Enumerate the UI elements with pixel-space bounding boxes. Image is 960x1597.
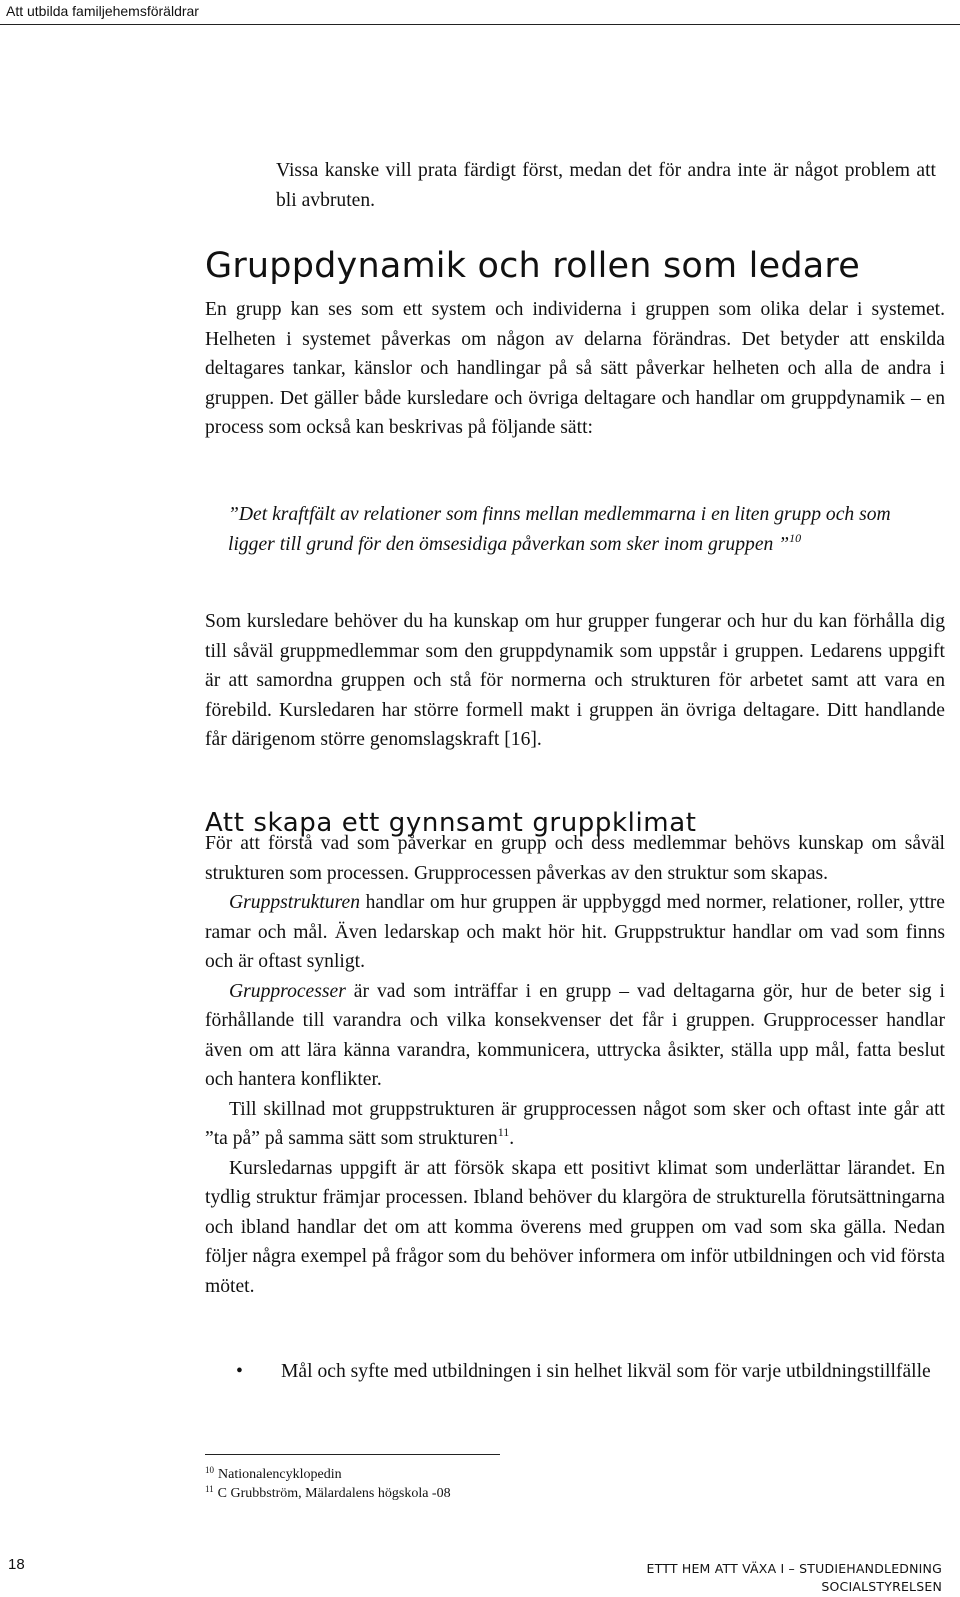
paragraph-skillnad <box>205 1095 945 1154</box>
section-heading-gruppklimat: Att skapa ett gynnsamt gruppklimat <box>205 808 697 838</box>
list-item-text: Mål och syfte med utbildningen i sin helhet likväl som för varje utbildningstillfälle <box>281 1361 931 1382</box>
skillnad-text: Till skillnad mot gruppstrukturen är grupprocessen något som sker och oftast inte går att ”ta på” på samma sätt som strukturen <box>205 1098 945 1149</box>
gruppklimat-body <box>205 829 945 1301</box>
footnote-ref-10: 10 <box>789 530 802 545</box>
footnote-11 <box>205 1484 451 1503</box>
page-number: 18 <box>8 1556 25 1573</box>
skillnad-end: . <box>509 1128 515 1149</box>
paragraph-gruppstrukturen <box>205 888 945 977</box>
footnote-number: 10 <box>205 1465 214 1475</box>
term-grupprocesser: Grupprocesser <box>229 980 346 1002</box>
grupprocesser-text: är vad som inträffar i en grupp – vad deltagarna gör, hur de beter sig i förhållande till varandra och vilka konsekvenser det får i gruppen. Grupprocesser handlar även om att lära känna varandra, kommunicera, uttrycka åsikter, ställa upp mål, fatta beslut och hantera konflikter. <box>205 980 945 1090</box>
footnote-text: C Grubbström, Mälardalens högskola -08 <box>217 1486 451 1501</box>
paragraph-kursledarnas-uppgift: Kursledarnas uppgift är att försök skapa ett positivt klimat som underlättar lärandet. En tydlig struktur främjar processen. Ibland behöver du klargöra de strukturella förutsättningarna och ibland handlar det om att komma överens med gruppen om vad som ska gälla. Nedan följer några exempel på frågor som du behöver informera om inför utbildningen och vid första mötet. <box>205 1157 945 1297</box>
publisher-name: SOCIALSTYRELSEN <box>821 1579 942 1594</box>
list-item <box>236 1357 936 1387</box>
footnote-ref-11: 11 <box>497 1125 510 1139</box>
section-heading-gruppdynamik: Gruppdynamik och rollen som ledare <box>205 246 860 286</box>
publication-title: ETTT HEM ATT VÄXA I – STUDIEHANDLEDNING <box>646 1561 942 1576</box>
paragraph-gruppdynamik-2: Som kursledare behöver du ha kunskap om hur grupper fungerar och hur du kan förhålla dig till såväl gruppmedlemmar som den gruppdynamik som uppstår i gruppen. Ledarens uppgift är att samordna gruppen och stå för normerna och strukturen för arbetet samt att vara en förebild. Kursledaren har större formell makt i gruppen än övriga deltagare. Ditt handlande får därigenom större genomslagskraft [16]. <box>205 611 945 750</box>
term-gruppstrukturen: Gruppstrukturen <box>229 892 360 913</box>
running-header <box>0 0 960 25</box>
paragraph-gruppdynamik-1: En grupp kan ses som ett system och individerna i gruppen som olika delar i systemet. Helheten i systemet påverkas om någon av delarna förändras. Det betyder att enskilda deltagares tankar, känslor och handlingar på så sätt påverkar helheten och alla de andra i gruppen. Det gäller både kursledare och övriga deltagare och handlar om gruppdynamik – en process som också kan beskrivas på följande sätt: <box>205 299 945 438</box>
paragraph-gruppklimat-1: För att förstå vad som påverkar en grupp och dess medlemmar behövs kunskap om såväl strukturen som processen. Grupprocessen påverkas av den struktur som skapas. <box>205 833 945 884</box>
publication-footer <box>647 1560 943 1596</box>
bullet-icon: • <box>236 1361 243 1382</box>
footnote-text: Nationalencyklopedin <box>218 1467 342 1482</box>
blockquote-definition <box>228 500 928 559</box>
paragraph-grupprocesser <box>205 977 945 1095</box>
gruppstrukturen-text: handlar om hur gruppen är uppbyggd med normer, relationer, roller, yttre ramar och mål. Även ledarskap och makt hör hit. Gruppstruktur handlar om vad som finns och är oftast synligt. <box>205 892 945 972</box>
bullet-list <box>236 1357 936 1387</box>
footnote-number: 11 <box>205 1484 214 1494</box>
quote-text: ”Det kraftfält av relationer som finns mellan medlemmarna i en liten grupp och som ligger till grund för den ömsesidiga påverkan som sker inom gruppen ” <box>228 504 891 555</box>
footnotes <box>205 1465 451 1503</box>
footnote-10 <box>205 1465 451 1484</box>
footnote-divider <box>205 1454 500 1455</box>
intro-paragraph: Vissa kanske vill prata färdigt först, medan det för andra inte är något problem att bli avbruten. <box>276 160 936 211</box>
running-title: Att utbilda familjehemsföräldrar <box>6 3 199 19</box>
